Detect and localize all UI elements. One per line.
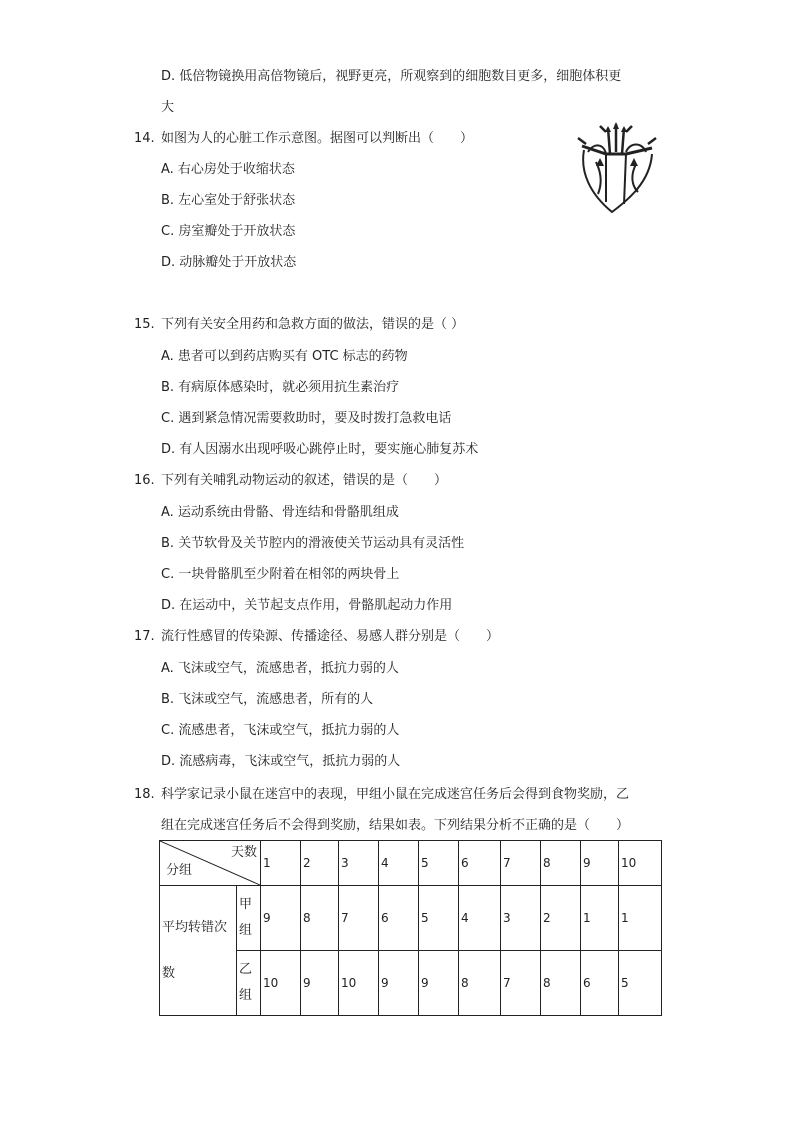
q15-option-a: A. 患者可以到药店购买有 OTC 标志的药物 xyxy=(161,349,408,364)
table-cell: 4 xyxy=(459,886,501,951)
group-name-yi: 乙组 xyxy=(237,951,261,1016)
q14-stem: 如图为人的心脏工作示意图。据图可以判断出（ ） xyxy=(161,131,474,146)
q14-option-b: B. 左心室处于舒张状态 xyxy=(161,193,296,208)
q14-option-a: A. 右心房处于收缩状态 xyxy=(161,162,295,177)
day-header: 1 xyxy=(261,841,301,886)
table-cell: 8 xyxy=(541,951,581,1016)
q14-number: 14. xyxy=(134,131,155,146)
q17-option-a: A. 飞沫或空气，流感患者，抵抗力弱的人 xyxy=(161,661,399,676)
table-row xyxy=(160,886,662,951)
q14-option-d: D. 动脉瓣处于开放状态 xyxy=(161,255,297,270)
table-cell: 2 xyxy=(541,886,581,951)
table-cell: 7 xyxy=(339,886,379,951)
q16-option-b: B. 关节软骨及关节腔内的滑液使关节运动具有灵活性 xyxy=(161,536,465,551)
diagonal-header-cell xyxy=(160,841,261,886)
table-cell: 8 xyxy=(459,951,501,1016)
table-cell: 10 xyxy=(261,951,301,1016)
table-cell: 9 xyxy=(379,951,419,1016)
q15-option-c: C. 遇到紧急情况需要救助时，要及时拨打急救电话 xyxy=(161,411,452,426)
q18-number: 18. xyxy=(134,787,155,802)
heart-diagram xyxy=(576,122,658,216)
table-cell: 7 xyxy=(501,951,541,1016)
day-header: 8 xyxy=(541,841,581,886)
header-days-label: 天数 xyxy=(230,845,257,860)
table-cell: 5 xyxy=(419,886,459,951)
table-cell: 1 xyxy=(581,886,619,951)
table-cell: 9 xyxy=(419,951,459,1016)
day-header: 2 xyxy=(301,841,339,886)
table-cell: 9 xyxy=(301,951,339,1016)
table-cell: 10 xyxy=(339,951,379,1016)
table-cell: 8 xyxy=(301,886,339,951)
q18-stem-line1: 科学家记录小鼠在迷宫中的表现，甲组小鼠在完成迷宫任务后会得到食物奖励，乙 xyxy=(161,787,630,802)
day-header: 3 xyxy=(339,841,379,886)
day-header: 4 xyxy=(379,841,419,886)
q15-option-b: B. 有病原体感染时，就必须用抗生素治疗 xyxy=(161,380,400,395)
q16-stem: 下列有关哺乳动物运动的叙述，错误的是（ ） xyxy=(161,473,448,488)
q17-number: 17. xyxy=(134,629,155,644)
day-header: 10 xyxy=(619,841,662,886)
q18-stem-line2: 组在完成迷宫任务后不会得到奖励，结果如表。下列结果分析不正确的是（ ） xyxy=(161,818,630,833)
q16-number: 16. xyxy=(134,473,155,488)
table-cell: 6 xyxy=(581,951,619,1016)
q15-number: 15. xyxy=(134,317,155,332)
row-label-avg-errors: 平均转错次数 xyxy=(160,886,237,1016)
table-cell: 3 xyxy=(501,886,541,951)
day-header: 6 xyxy=(459,841,501,886)
q17-option-d: D. 流感病毒，飞沫或空气，抵抗力弱的人 xyxy=(161,754,401,769)
q13-option-d-line1: D. 低倍物镜换用高倍物镜后，视野更亮，所观察到的细胞数目更多，细胞体积更 xyxy=(161,69,622,84)
day-header: 9 xyxy=(581,841,619,886)
q17-stem: 流行性感冒的传染源、传播途径、易感人群分别是（ ） xyxy=(161,629,500,644)
table-header-row xyxy=(160,841,662,886)
q14-option-c: C. 房室瓣处于开放状态 xyxy=(161,224,296,239)
q16-option-a: A. 运动系统由骨骼、骨连结和骨骼肌组成 xyxy=(161,505,399,520)
q15-stem: 下列有关安全用药和急救方面的做法，错误的是（ ） xyxy=(161,317,465,332)
q13-option-d-line2: 大 xyxy=(161,100,175,115)
table-cell: 9 xyxy=(261,886,301,951)
day-header: 5 xyxy=(419,841,459,886)
q17-option-b: B. 飞沫或空气，流感患者，所有的人 xyxy=(161,692,374,707)
q16-option-c: C. 一块骨骼肌至少附着在相邻的两块骨上 xyxy=(161,567,400,582)
q16-option-d: D. 在运动中，关节起支点作用，骨骼肌起动力作用 xyxy=(161,598,453,613)
group-name-jia: 甲组 xyxy=(237,886,261,951)
table-cell: 1 xyxy=(619,886,662,951)
header-group-label: 分组 xyxy=(166,863,193,878)
table-cell: 6 xyxy=(379,886,419,951)
q15-option-d: D. 有人因溺水出现呼吸心跳停止时，要实施心肺复苏术 xyxy=(161,442,479,457)
results-table xyxy=(159,840,662,1016)
day-header: 7 xyxy=(501,841,541,886)
table-cell: 5 xyxy=(619,951,662,1016)
q17-option-c: C. 流感患者，飞沫或空气，抵抗力弱的人 xyxy=(161,723,400,738)
